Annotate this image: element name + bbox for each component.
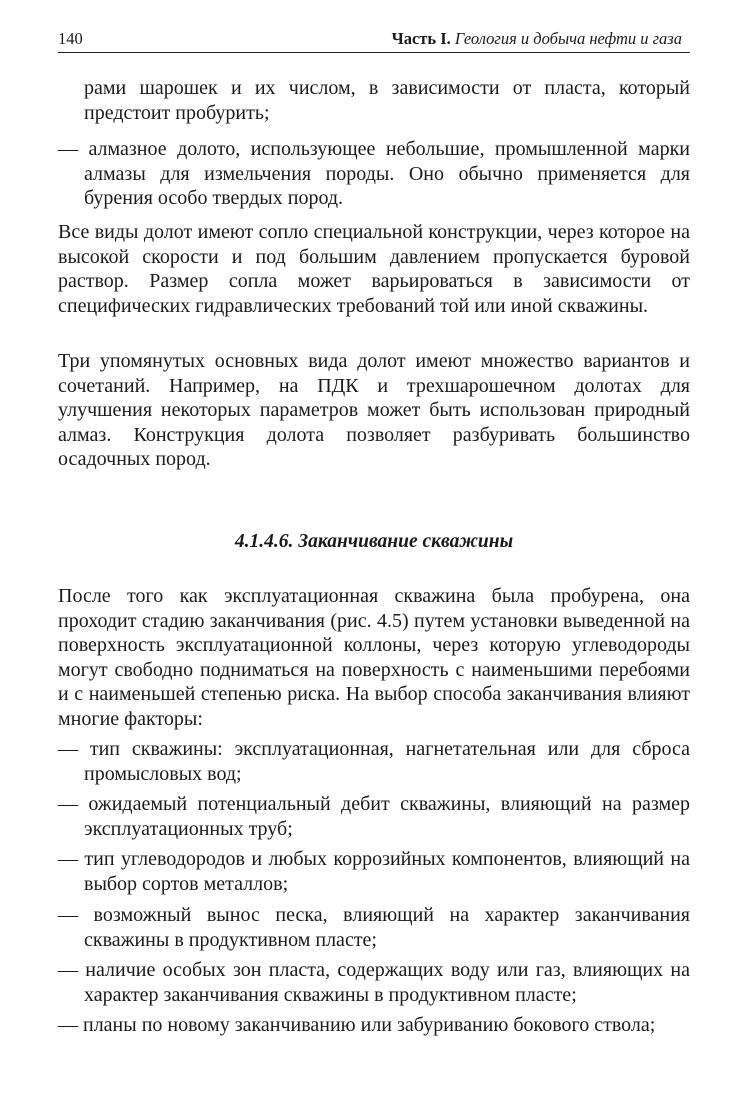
continued-list-item: рами шарошек и их числом, в зависимости от пласта, который предстоит пробурить;: [84, 77, 690, 124]
page-number: 140: [58, 29, 83, 48]
factor-list-item: — тип углеводородов и любых коррозийных компонентов, влияющий на выбор сортов металлов;: [58, 848, 690, 895]
running-header: [58, 28, 690, 53]
part-label: Часть I.: [391, 29, 451, 48]
running-title: [392, 28, 682, 50]
factor-list-item: — тип скважины: эксплуатационная, нагнетательная или для сброса промысловых вод;: [58, 738, 690, 785]
factor-list-item: — ожидаемый потенциальный дебит скважины, влияющий на размер эксплуатационных труб;: [58, 793, 690, 840]
paragraph-well-completion: После того как эксплуатационная скважина была пробурена, она проходит стадию заканчивания (рис. 4.5) путем установки выведенной на поверхность эксплуатационной коллоны, через которую углеводороды могут свободно подниматься на поверхность с наименьшими перебоями и с наименьшей степенью риска. На выбор способа заканчивания влияют многие факторы:: [58, 585, 690, 730]
factor-list-item: — возможный вынос песка, влияющий на характер заканчивания скважины в продуктивном пласте;: [58, 904, 690, 951]
factor-list-item: — планы по новому заканчиванию или забуриванию бокового ствола;: [58, 1014, 656, 1036]
section-heading: 4.1.4.6. Заканчивание скважины: [234, 531, 514, 552]
factor-list-item: — наличие особых зон пласта, содержащих воду или газ, влияющих на характер заканчивания скважины в продуктивном пласте;: [58, 959, 690, 1006]
list-item-diamond-bit: — алмазное долото, использующее небольшие, промышленной марки алмазы для измельчения породы. Оно обычно применяется для бурения особо твердых пород.: [58, 138, 690, 210]
paragraph-nozzles: Все виды долот имеют сопло специальной конструкции, через которое на высокой скорости и под большим давлением пропускается буровой раствор. Размер сопла может варьироваться в зависимости от специфических гидравлических требований той или иной скважины.: [58, 221, 690, 317]
paragraph-bit-variants: Три упомянутых основных вида долот имеют множество вариантов и сочетаний. Например, на ПДК и трехшарошечном долотах для улучшения некоторых параметров может быть использован природный алмаз. Конструкция долота позволяет разбуривать большинство осадочных пород.: [58, 350, 690, 471]
part-title: Геология и добыча нефти и газа: [454, 29, 682, 48]
